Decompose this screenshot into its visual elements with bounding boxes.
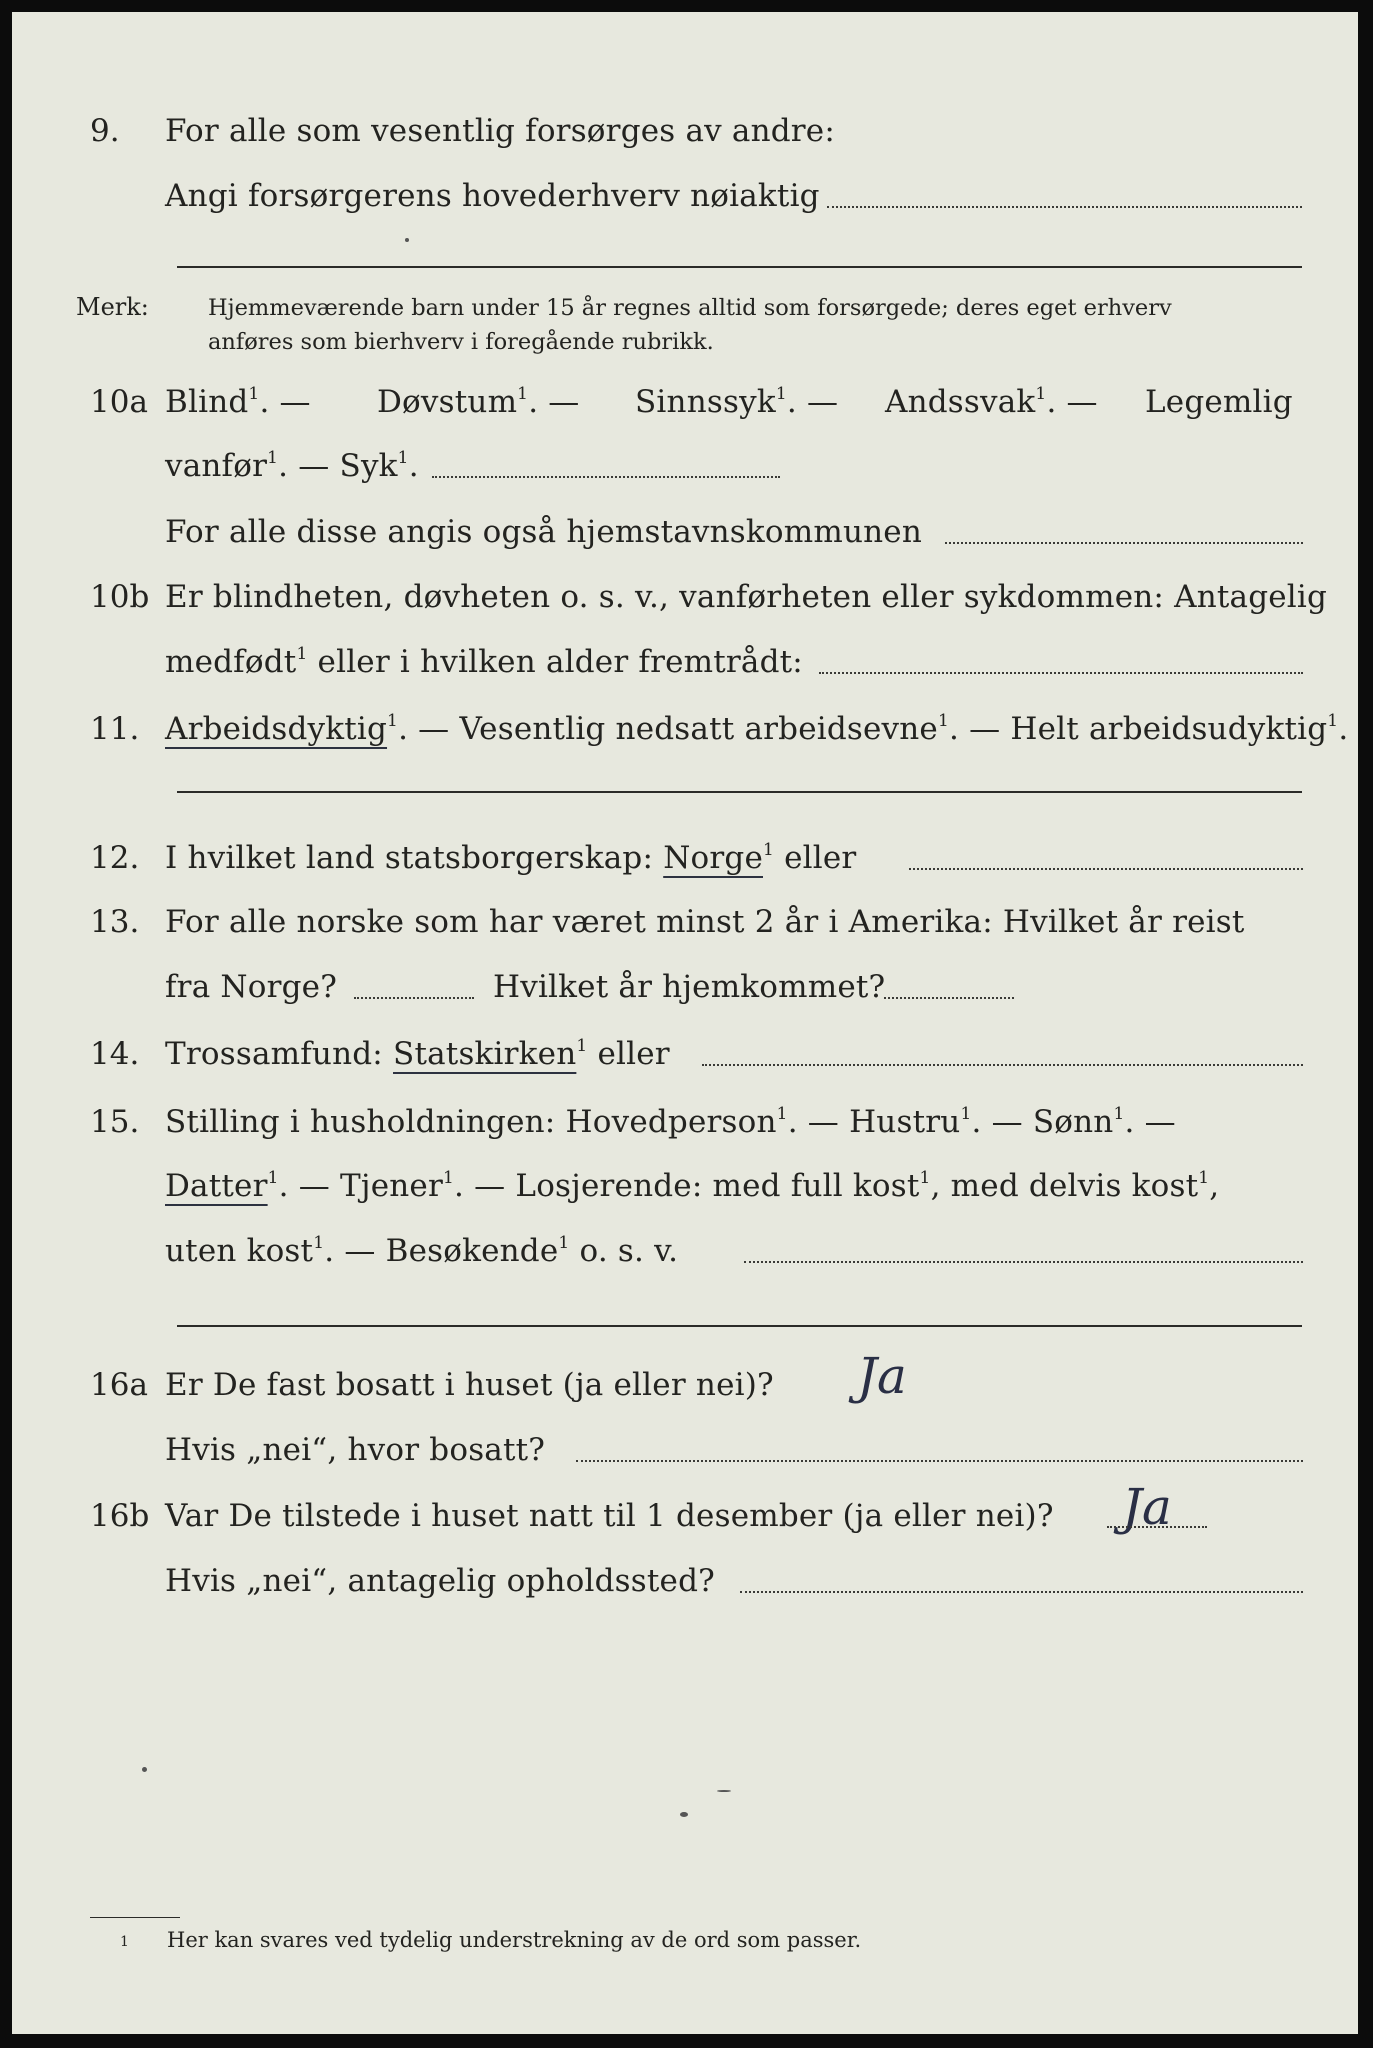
question-text: Trossamfund: Statskirken$^1$ eller — [165, 1036, 670, 1072]
paper-speck — [717, 1790, 731, 1792]
handwritten-answer[interactable]: Ja — [857, 1347, 907, 1405]
question-text: Stilling i husholdningen: Hovedperson$^1$. — Hustru$^1$. — Sønn$^1$. — — [165, 1104, 1176, 1140]
question-number: 12. — [90, 840, 140, 876]
answer-rule[interactable] — [177, 791, 1302, 793]
question-text: For alle som vesentlig forsørges av andre: — [165, 113, 835, 149]
paper-speck — [142, 1767, 147, 1772]
question-number: 10b — [90, 579, 150, 615]
question-text: Hvis „nei“, hvor bosatt? — [165, 1432, 546, 1468]
question-number: 14. — [90, 1036, 140, 1072]
question-number: 16b — [90, 1498, 150, 1534]
question-number: 13. — [90, 904, 140, 940]
option-statskirken[interactable]: Statskirken — [393, 1036, 577, 1072]
question-number: 16a — [90, 1367, 148, 1403]
note-text: Hjemmeværende barn under 15 år regnes alltid som forsørgede; deres eget erhverv — [208, 295, 1172, 321]
footnote-text: Her kan svares ved tydelig understrekning av de ord som passer. — [167, 1928, 862, 1952]
answer-line[interactable] — [576, 1460, 1303, 1462]
question-text: For alle norske som har været minst 2 år i Amerika: Hvilket år reist — [165, 904, 1245, 940]
question-number: 10a — [90, 384, 148, 420]
option-dovstum[interactable]: Døvstum$^1$. — — [377, 384, 580, 420]
answer-line[interactable] — [740, 1591, 1303, 1593]
handwritten-answer[interactable]: Ja — [1122, 1478, 1172, 1536]
answer-line[interactable] — [744, 1261, 1303, 1263]
question-text: Hvilket år hjemkommet? — [493, 969, 886, 1005]
answer-line[interactable] — [1107, 1526, 1207, 1528]
question-text: For alle disse angis også hjemstavnskommunen — [165, 514, 922, 550]
question-number: 9. — [90, 113, 120, 149]
question-number: 11. — [90, 711, 140, 747]
note-label: Merk: — [76, 293, 149, 321]
answer-line[interactable] — [945, 542, 1303, 544]
question-text: fra Norge? — [165, 969, 338, 1005]
answer-line[interactable] — [827, 206, 1302, 208]
question-text: Datter$^1$. — Tjener$^1$. — Losjerende: med full kost$^1$, med delvis kost$^1$, — [165, 1168, 1220, 1204]
option-datter[interactable]: Datter — [165, 1168, 268, 1204]
answer-line[interactable] — [354, 997, 474, 999]
question-text: Var De tilstede i huset natt til 1 desember (ja eller nei)? — [165, 1498, 1054, 1534]
question-text: medfødt$^1$ eller i hvilken alder fremtrådt: — [165, 644, 803, 680]
option-vanfor[interactable]: vanfør$^1$. — Syk$^1$. — [165, 448, 419, 484]
question-text: I hvilket land statsborgerskap: Norge$^1$ eller — [165, 840, 857, 876]
answer-line[interactable] — [909, 868, 1303, 870]
paper-speck — [405, 238, 409, 242]
note-text: anføres som bierhverv i foregående rubrikk. — [208, 329, 714, 355]
answer-rule[interactable] — [177, 266, 1302, 268]
question-text: Hvis „nei“, antagelig opholdssted? — [165, 1563, 715, 1599]
census-form-page — [12, 12, 1358, 2034]
option-blind[interactable]: Blind$^1$. — — [165, 384, 311, 420]
footnote-mark: 1 — [120, 1934, 129, 1950]
question-text: Er blindheten, døvheten o. s. v., vanførheten eller sykdommen: Antagelig — [165, 579, 1328, 615]
question-text: uten kost$^1$. — Besøkende$^1$ o. s. v. — [165, 1233, 679, 1269]
question-text: Er De fast bosatt i huset (ja eller nei)? — [165, 1367, 774, 1403]
paper-speck — [680, 1812, 688, 1817]
option-andssvak[interactable]: Andssvak$^1$. — — [885, 384, 1098, 420]
option-norge[interactable]: Norge — [663, 840, 763, 876]
answer-rule[interactable] — [177, 1325, 1302, 1327]
option-legemlig[interactable]: Legemlig — [1145, 384, 1293, 420]
answer-line[interactable] — [819, 672, 1303, 674]
question-text: Angi forsørgerens hovederhverv nøiaktig — [165, 178, 820, 214]
answer-line[interactable] — [884, 997, 1014, 999]
option-arbeidsdyktig[interactable]: Arbeidsdyktig$^1$. — Vesentlig nedsatt arbeidsevne$^1$. — Helt arbeidsudyktig$^1$. — [165, 711, 1349, 747]
question-number: 15. — [90, 1104, 140, 1140]
footnote-rule — [90, 1917, 180, 1918]
answer-line[interactable] — [702, 1064, 1303, 1066]
answer-line[interactable] — [432, 476, 780, 478]
option-sinnssyk[interactable]: Sinnssyk$^1$. — — [635, 384, 839, 420]
